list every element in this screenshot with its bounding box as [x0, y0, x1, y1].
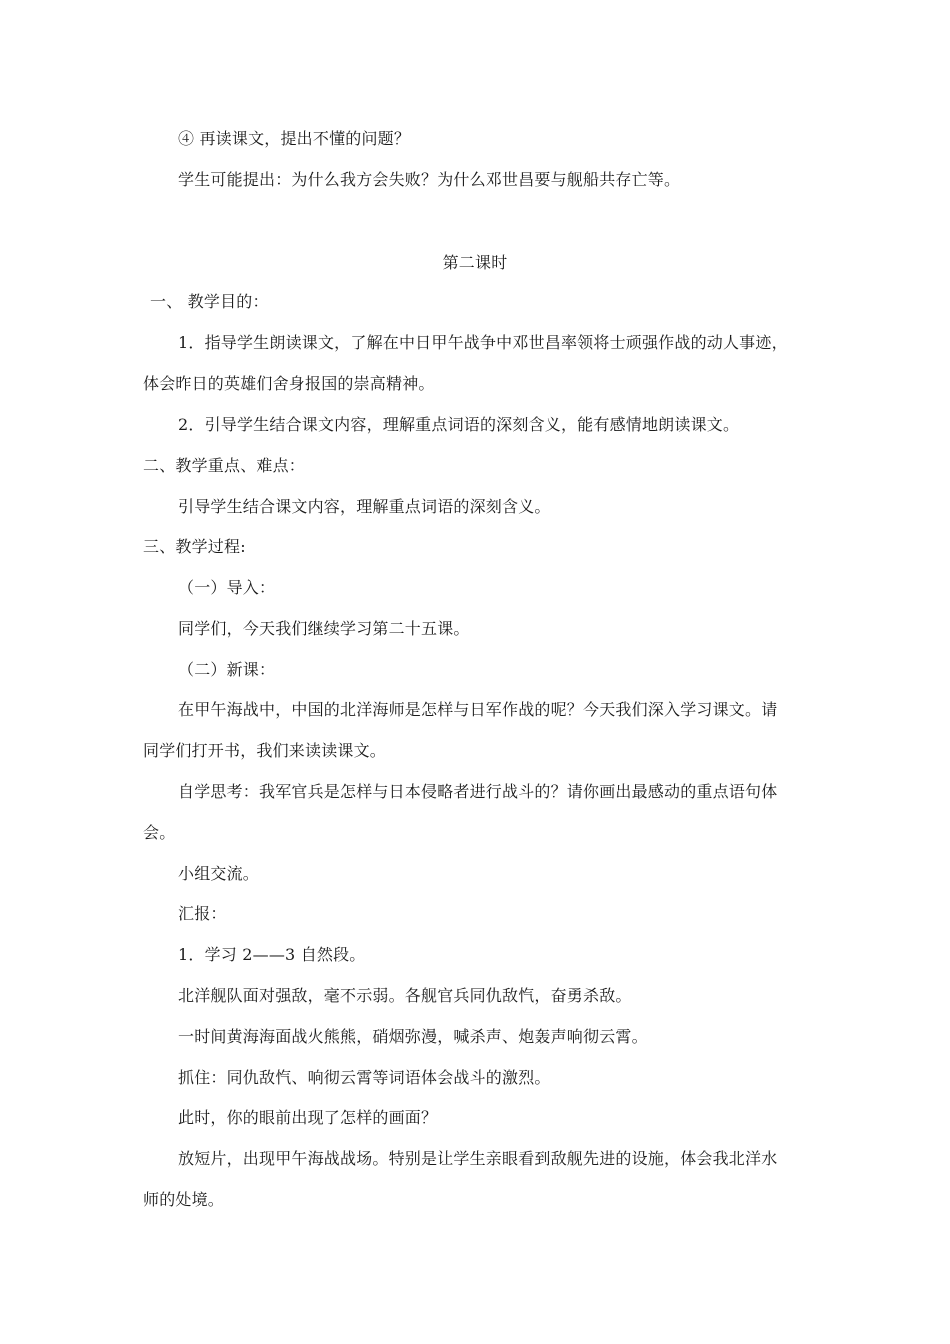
section2-content: 引导学生结合课文内容，理解重点词语的深刻含义。 [178, 497, 551, 516]
intro-step4: ④ 再读课文，提出不懂的问题？ [178, 129, 411, 148]
paragraph-1-line1: 在甲午海战中，中国的北洋海师是怎样与日军作战的呢？今天我们深入学习课文。请 [178, 700, 778, 719]
section1-item1-line1: 1．指导学生朗读课文，了解在中日甲午战争中邓世昌率领将士顽强作战的动人事迹， [178, 333, 788, 352]
paragraph-5: 1．学习 2——3 自然段。 [178, 945, 366, 964]
section3-heading: 三、教学过程: [143, 537, 246, 556]
paragraph-4: 汇报： [178, 904, 227, 923]
paragraph-3: 小组交流。 [178, 864, 260, 883]
paragraph-1-line2: 同学们打开书，我们来读读课文。 [143, 741, 387, 760]
paragraph-7: 一时间黄海海面战火熊熊，硝烟弥漫，喊杀声、炮轰声响彻云霄。 [178, 1027, 648, 1046]
section3-part1-content: 同学们，今天我们继续学习第二十五课。 [178, 619, 470, 638]
paragraph-2-line1: 自学思考：我军官兵是怎样与日本侵略者进行战斗的？请你画出最感动的重点语句体 [178, 782, 778, 801]
paragraph-10-line1: 放短片，出现甲午海战战场。特别是让学生亲眼看到敌舰先进的设施，体会我北洋水 [178, 1149, 778, 1168]
paragraph-10-line2: 师的处境。 [143, 1190, 225, 1209]
section3-part2-heading: （二）新课： [178, 660, 276, 679]
section3-part1-heading: （一）导入： [178, 578, 276, 597]
section1-item2: 2．引导学生结合课文内容，理解重点词语的深刻含义，能有感情地朗读课文。 [178, 415, 740, 434]
paragraph-6: 北洋舰队面对强敌，毫不示弱。各舰官兵同仇敌忾，奋勇杀敌。 [178, 986, 632, 1005]
paragraph-2-line2: 会。 [143, 823, 176, 842]
lesson-title: 第二课时 [442, 253, 508, 272]
section1-item1-line2: 体会昨日的英雄们舍身报国的崇高精神。 [143, 374, 435, 393]
paragraph-8: 抓住：同仇敌忾、响彻云霄等词语体会战斗的激烈。 [178, 1068, 551, 1087]
section2-heading: 二、教学重点、难点： [143, 456, 306, 475]
paragraph-9: 此时，你的眼前出现了怎样的画面？ [178, 1108, 438, 1127]
intro-student-questions: 学生可能提出：为什么我方会失败？为什么邓世昌要与舰船共存亡等。 [178, 170, 681, 189]
section1-heading: 一、 教学目的： [150, 292, 269, 311]
